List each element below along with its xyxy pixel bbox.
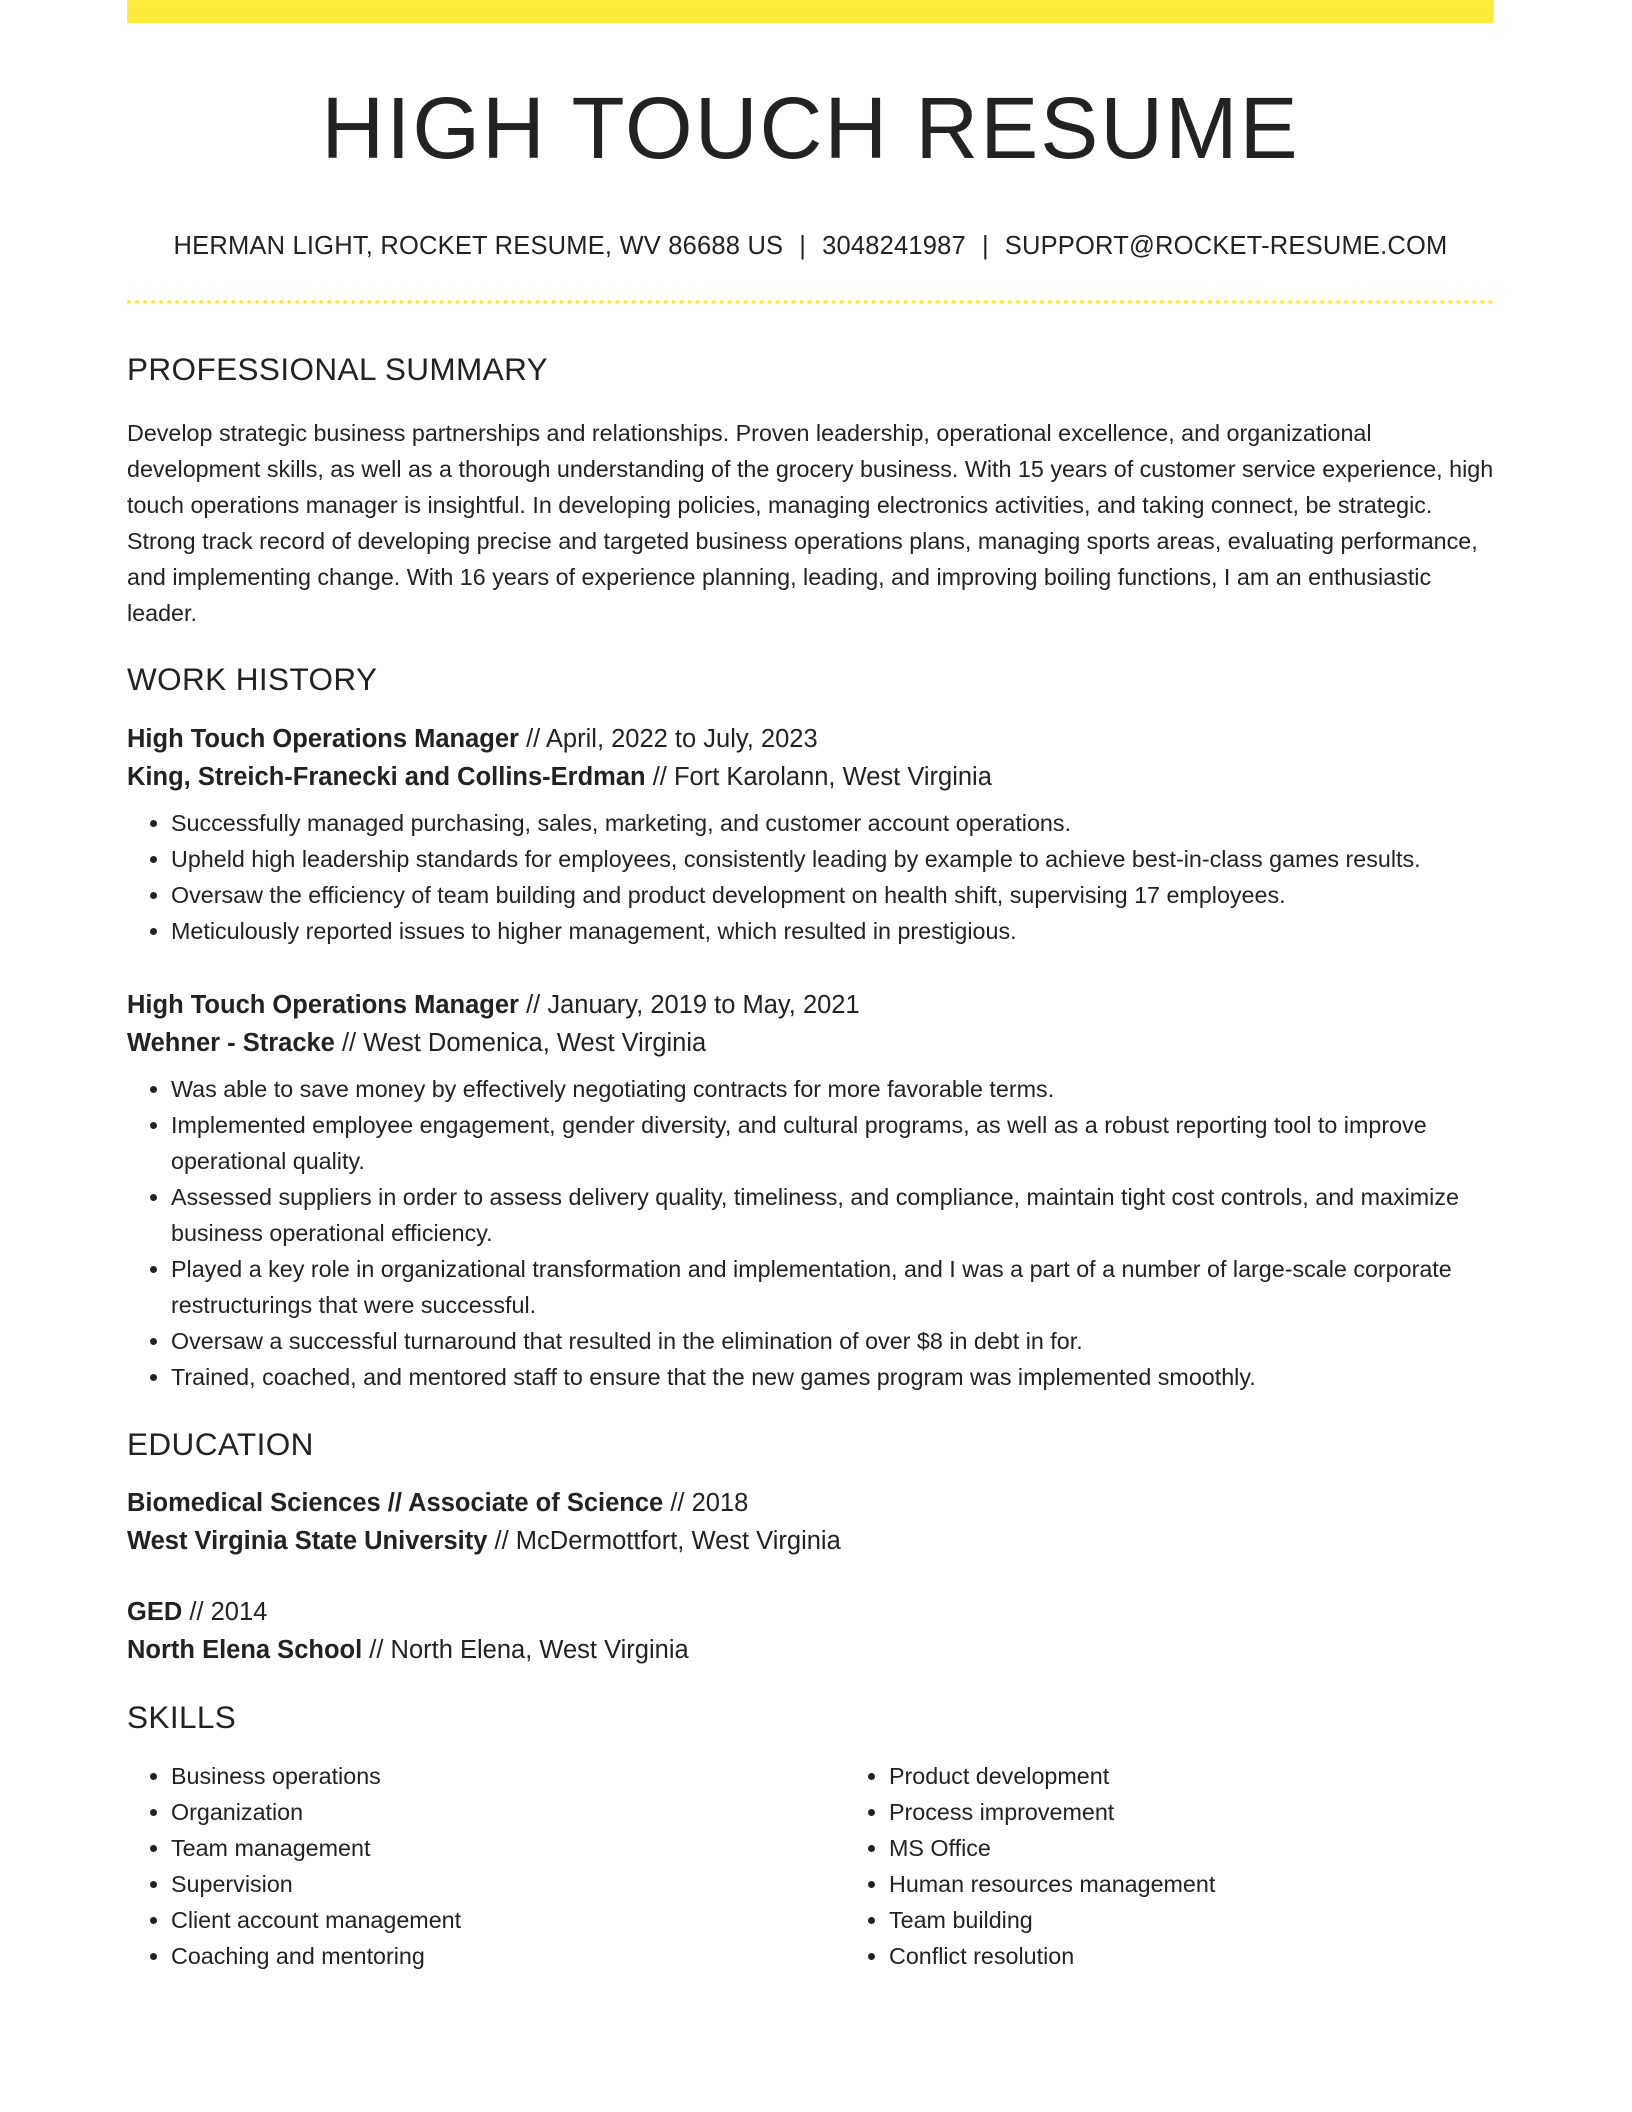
duty-item: • Upheld high leadership standards for employees, consistently leading by example to achieve best-in-class games results. — [171, 841, 1494, 877]
skills-columns — [127, 1758, 1494, 1974]
education-degree: Biomedical Sciences // Associate of Science — [127, 1489, 664, 1517]
job-duties — [127, 805, 1494, 949]
duty-item: • Was able to save money by effectively negotiating contracts for more favorable terms. — [171, 1071, 1494, 1107]
job-company-line — [127, 758, 1494, 796]
job-role: High Touch Operations Manager — [127, 990, 519, 1019]
education-heading: EDUCATION — [127, 1425, 314, 1462]
job-dates: // April, 2022 to July, 2023 — [526, 724, 818, 753]
skill-item: • MS Office — [889, 1830, 1563, 1866]
duty-item: • Oversaw the efficiency of team building and product development on health shift, supervising 17 employees. — [171, 877, 1494, 913]
job-entry — [127, 720, 1494, 949]
skills-list-right — [845, 1758, 1563, 1974]
duty-item: • Meticulously reported issues to higher management, which resulted in prestigious. — [171, 913, 1494, 949]
accent-top-bar — [127, 0, 1494, 23]
education-degree-line — [127, 1484, 1494, 1522]
contact-separator: | — [981, 232, 989, 260]
education-location: // North Elena, West Virginia — [369, 1636, 689, 1664]
skill-item: • Client account management — [171, 1902, 845, 1938]
job-company: Wehner - Stracke — [127, 1028, 335, 1057]
education-entry — [127, 1484, 1494, 1560]
education-location: // McDermottfort, West Virginia — [494, 1527, 841, 1555]
contact-address: HERMAN LIGHT, ROCKET RESUME, WV 86688 US — [173, 232, 784, 260]
skill-item: • Product development — [889, 1758, 1563, 1794]
education-entry — [127, 1593, 1494, 1669]
education-year: // 2014 — [189, 1598, 268, 1626]
education-school: North Elena School — [127, 1636, 363, 1664]
education-year: // 2018 — [670, 1489, 749, 1517]
resume-name: HIGH TOUCH RESUME — [321, 80, 1300, 177]
resume-page — [127, 0, 1494, 1974]
education-school-line — [127, 1631, 1494, 1669]
education-degree: GED — [127, 1598, 183, 1626]
duty-item: • Oversaw a successful turnaround that resulted in the elimination of over $8 in debt in for. — [171, 1323, 1494, 1359]
skill-item: • Process improvement — [889, 1794, 1563, 1830]
education-degree-line — [127, 1593, 1494, 1631]
duty-item: • Played a key role in organizational transformation and implementation, and I was a part of a number of large-scale corporate restructurings that were successful. — [171, 1251, 1494, 1323]
duty-item: • Successfully managed purchasing, sales, marketing, and customer account operations. — [171, 805, 1494, 841]
skills-list-left — [127, 1758, 845, 1974]
summary-heading: PROFESSIONAL SUMMARY — [127, 350, 549, 387]
job-company-line — [127, 1024, 1494, 1062]
education-school-line — [127, 1522, 1494, 1560]
contact-email: SUPPORT@ROCKET-RESUME.COM — [1004, 232, 1448, 260]
skills-heading: SKILLS — [127, 1699, 237, 1735]
job-title-line — [127, 986, 1494, 1024]
job-dates: // January, 2019 to May, 2021 — [526, 990, 860, 1019]
skill-item: • Coaching and mentoring — [171, 1938, 845, 1974]
skill-item: • Conflict resolution — [889, 1938, 1563, 1974]
contact-separator: | — [799, 232, 807, 260]
skill-item: • Business operations — [171, 1758, 845, 1794]
job-location: // Fort Karolann, West Virginia — [652, 762, 992, 791]
duty-item: • Implemented employee engagement, gender diversity, and cultural programs, as well as a robust reporting tool to improve operational quality. — [171, 1107, 1494, 1179]
skill-item: • Organization — [171, 1794, 845, 1830]
skill-item: • Team building — [889, 1902, 1563, 1938]
job-role: High Touch Operations Manager — [127, 724, 519, 753]
education-school: West Virginia State University — [127, 1527, 488, 1555]
duty-item: • Assessed suppliers in order to assess delivery quality, timeliness, and compliance, maintain tight cost controls, and maximize business operational efficiency. — [171, 1179, 1494, 1251]
skill-item: • Supervision — [171, 1866, 845, 1902]
job-title-line — [127, 720, 1494, 758]
job-duties — [127, 1071, 1494, 1395]
skill-item: • Human resources management — [889, 1866, 1563, 1902]
job-location: // West Domenica, West Virginia — [341, 1028, 707, 1057]
work-history-heading: WORK HISTORY — [127, 661, 378, 697]
contact-phone: 3048241987 — [822, 232, 966, 260]
job-entry — [127, 986, 1494, 1395]
job-company: King, Streich-Franecki and Collins-Erdman — [127, 762, 646, 791]
duty-item: • Trained, coached, and mentored staff to ensure that the new games program was implemented smoothly. — [171, 1359, 1494, 1395]
skill-item: • Team management — [171, 1830, 845, 1866]
dotted-divider — [127, 300, 1494, 304]
summary-text: Develop strategic business partnerships and relationships. Proven leadership, operational excellence, and organizational development skills, as well as a thorough understanding of the grocery business. With 15 years of customer service experience, high touch operations manager is insightful. In developing policies, managing electronics activities, and taking connect, be strategic. Strong track record of developing precise and targeted business operations plans, managing sports areas, evaluating performance, and implementing change. With 16 years of experience planning, leading, and improving boiling functions, I am an enthusiastic leader. — [127, 420, 1494, 626]
contact-line — [127, 234, 1494, 260]
